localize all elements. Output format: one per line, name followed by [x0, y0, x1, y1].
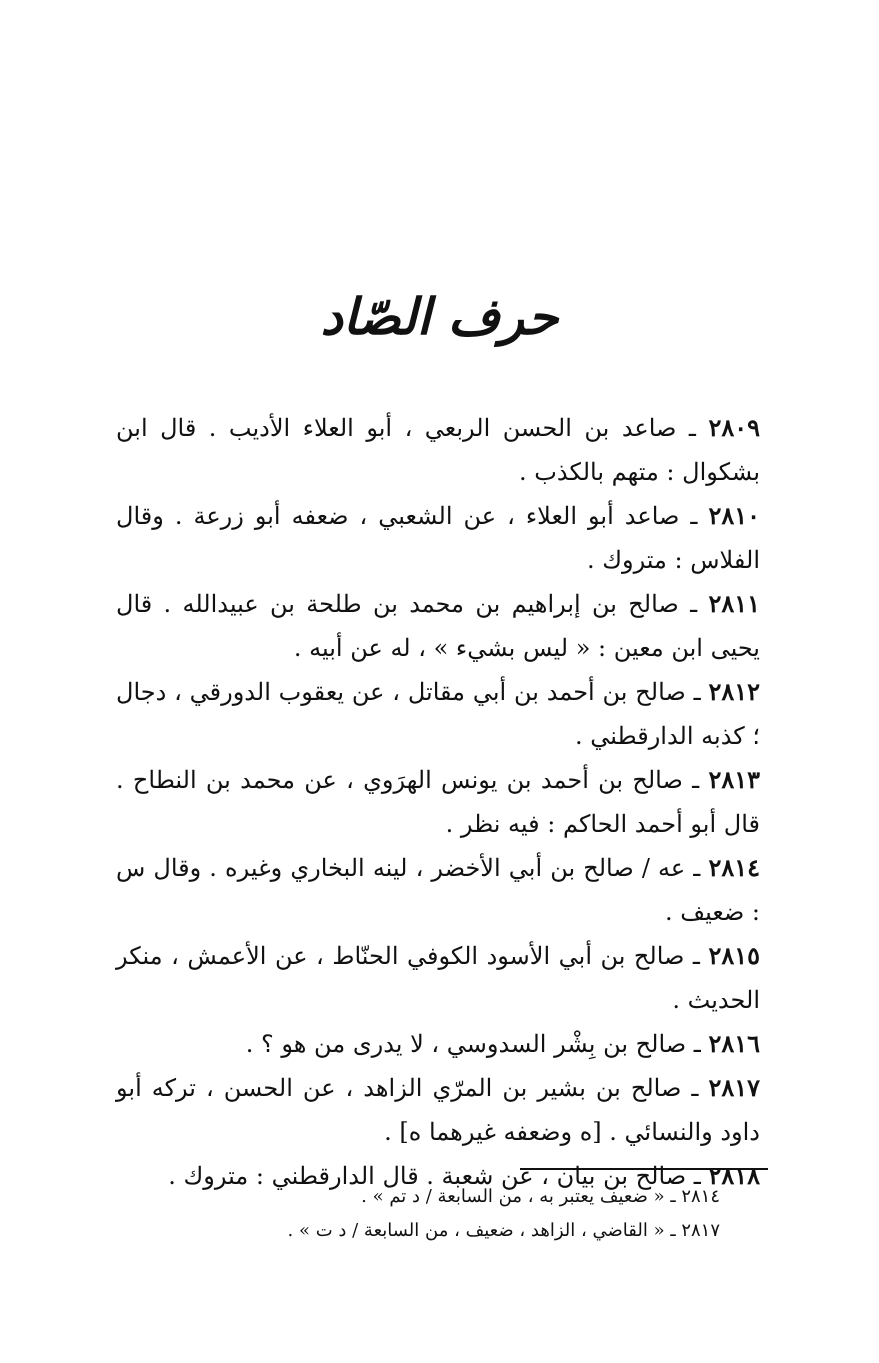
entry: [116, 670, 760, 758]
entry: [116, 758, 760, 846]
entry: [116, 582, 760, 670]
entry-text: ـ صاعد أبو العلاء ، عن الشعبي ، ضعفه أبو زرعة . وقال الفلاس : متروك .: [116, 502, 760, 574]
entry-text: ـ صالح بن بِشْر السدوسي ، لا يدرى من هو ؟ .: [245, 1030, 709, 1058]
entry-number: ٢٨١٠: [708, 501, 760, 530]
entry-number: ٢٨١١: [708, 589, 760, 618]
footnote-divider: [520, 1168, 768, 1170]
footnote-text: ـ « ضعيف يعتبر به ، من السابعة / د تم » .: [361, 1186, 682, 1207]
entry-text: ـ صالح بن بشير بن المرّي الزاهد ، عن الحسن ، تركه أبو داود والنسائي . [ه وضعفه غيرهما ه] .: [116, 1074, 760, 1146]
entry: [116, 494, 760, 582]
footnote-number: ٢٨١٤: [681, 1186, 720, 1207]
entry: [116, 406, 760, 494]
footnote: [140, 1214, 720, 1248]
footnotes: [140, 1180, 720, 1248]
entry-text: ـ صالح بن إبراهيم بن محمد بن طلحة بن عبيدالله . قال يحيى ابن معين : « ليس بشيء » ، له عن أبيه .: [116, 590, 760, 662]
entry-number: ٢٨١٥: [708, 941, 760, 970]
chapter-title: حرف الصّاد: [320, 287, 559, 346]
entry-text: ـ صاعد بن الحسن الربعي ، أبو العلاء الأديب . قال ابن بشكوال : متهم بالكذب .: [116, 414, 760, 486]
entry-number: ٢٨١٦: [708, 1029, 760, 1058]
entry: [116, 846, 760, 934]
entry-number: ٢٨١٢: [708, 677, 760, 706]
entry-text: ـ صالح بن أحمد بن يونس الهرَوي ، عن محمد بن النطاح . قال أبو أحمد الحاكم : فيه نظر .: [116, 766, 760, 838]
footnote-text: ـ « القاضي ، الزاهد ، ضعيف ، من السابعة / د ت » .: [287, 1220, 682, 1241]
footnote-number: ٢٨١٧: [681, 1220, 720, 1241]
entry-text: ـ صالح بن أحمد بن أبي مقاتل ، عن يعقوب الدورقي ، دجال ؛ كذبه الدارقطني .: [116, 678, 760, 750]
entry-number: ٢٨٠٩: [708, 413, 760, 442]
footnote: [140, 1180, 720, 1214]
entry: [116, 1022, 760, 1066]
entry: [116, 934, 760, 1022]
entry-number: ٢٨١٣: [708, 765, 760, 794]
entries-list: [116, 406, 760, 1198]
entry-text: ـ صالح بن أبي الأسود الكوفي الحنّاط ، عن الأعمش ، منكر الحديث .: [116, 942, 760, 1014]
entry-text: ـ صالح بن بيان ، عن شعبة . قال الدارقطني : متروك .: [168, 1162, 709, 1190]
entry-number: ٢٨١٧: [708, 1073, 760, 1102]
entry-text: ـ عه / صالح بن أبي الأخضر ، لينه البخاري وغيره . وقال س : ضعيف .: [116, 854, 760, 926]
entry-number: ٢٨١٨: [708, 1161, 760, 1190]
entry: [116, 1066, 760, 1154]
entry-number: ٢٨١٤: [708, 853, 760, 882]
